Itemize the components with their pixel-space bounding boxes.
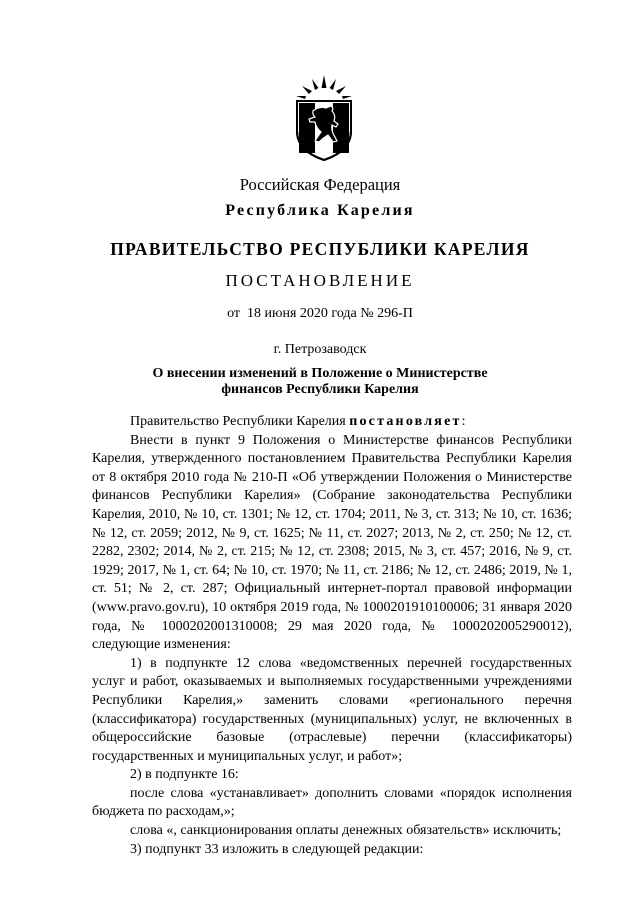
- body-paragraph: слова «, санкционирования оплаты денежных обязательств» исключить;: [130, 823, 562, 839]
- subject-line-1: О внесении изменений в Положение о Министерстве: [152, 366, 488, 381]
- republic-name: Республика Карелия: [225, 202, 415, 219]
- decree-word: постановляет: [349, 414, 462, 429]
- body-paragraph: 1) в подпункте 12 слова «ведомственных перечней государственных услуг и работ, оказываемых и выполняемых государственными учреждениями Республики Карелия,» заменить словами «регионального перечня (классификатора) государственных (муниципальных) услуг, не включенных в общероссийские базовые (отраслевые) перечни (классификаторы) государственных и муниципальных услуг, и работ»;: [92, 655, 572, 764]
- government-title: ПРАВИТЕЛЬСТВО РЕСПУБЛИКИ КАРЕЛИЯ: [110, 239, 530, 259]
- body-paragraph: 3) подпункт 33 изложить в следующей редакции:: [130, 841, 424, 857]
- intro-colon: :: [461, 414, 466, 429]
- karelia-coat-of-arms-icon: [293, 75, 355, 161]
- body-paragraph: Внести в пункт 9 Положения о Министерстве финансов Республики Карелия, утвержденного постановлением Правительства Республики Карелия от 8 октября 2010 года № 210-П «Об утверждении Положения о Министерстве финансов Республики Карелия» (Собрание законодательства Республики Карелия, 2010, № 10, ст. 1301; № 12, ст. 1704; 2011, № 3, ст. 313; № 10, ст. 1636; № 12, ст. 2059; 2012, № 9, ст. 1625; № 11, ст. 2027; 2013, № 2, ст. 250; № 12, ст. 2282, 2302; 2014, № 2, ст. 215; № 12, ст. 2308; 2015, № 3, ст. 457; 2016, № 9, ст. 1929; 2017, № 1, ст. 64; № 10, ст. 1970; № 11, ст. 2186; № 12, ст. 2486; 2019, № 1, ст. 51; № 2, ст. 287; Официальный интернет-портал правовой информации (www.pravo.gov.ru), 10 октября 2019 года, № 1000201910100006; 31 января 2020 года, № 1000202001310008; 29 мая 2020 года, № 1000202005290012), следующие изменения:: [92, 432, 572, 653]
- body-paragraph: после слова «устанавливает» дополнить словами «порядок исполнения бюджета по расходам,»;: [92, 785, 572, 820]
- document-subject: [0, 366, 640, 398]
- document-body: [92, 413, 572, 859]
- body-paragraph: 2) в подпункте 16:: [130, 767, 239, 783]
- document-city: г. Петрозаводск: [273, 342, 367, 357]
- intro-paragraph: [92, 413, 572, 432]
- country-name: Российская Федерация: [239, 175, 401, 194]
- document-date-number: от 18 июня 2020 года № 296-П: [227, 306, 413, 321]
- subject-line-2: финансов Республики Карелия: [221, 382, 419, 397]
- intro-text: Правительство Республики Карелия: [130, 414, 350, 429]
- document-type: ПОСТАНОВЛЕНИЕ: [225, 271, 415, 290]
